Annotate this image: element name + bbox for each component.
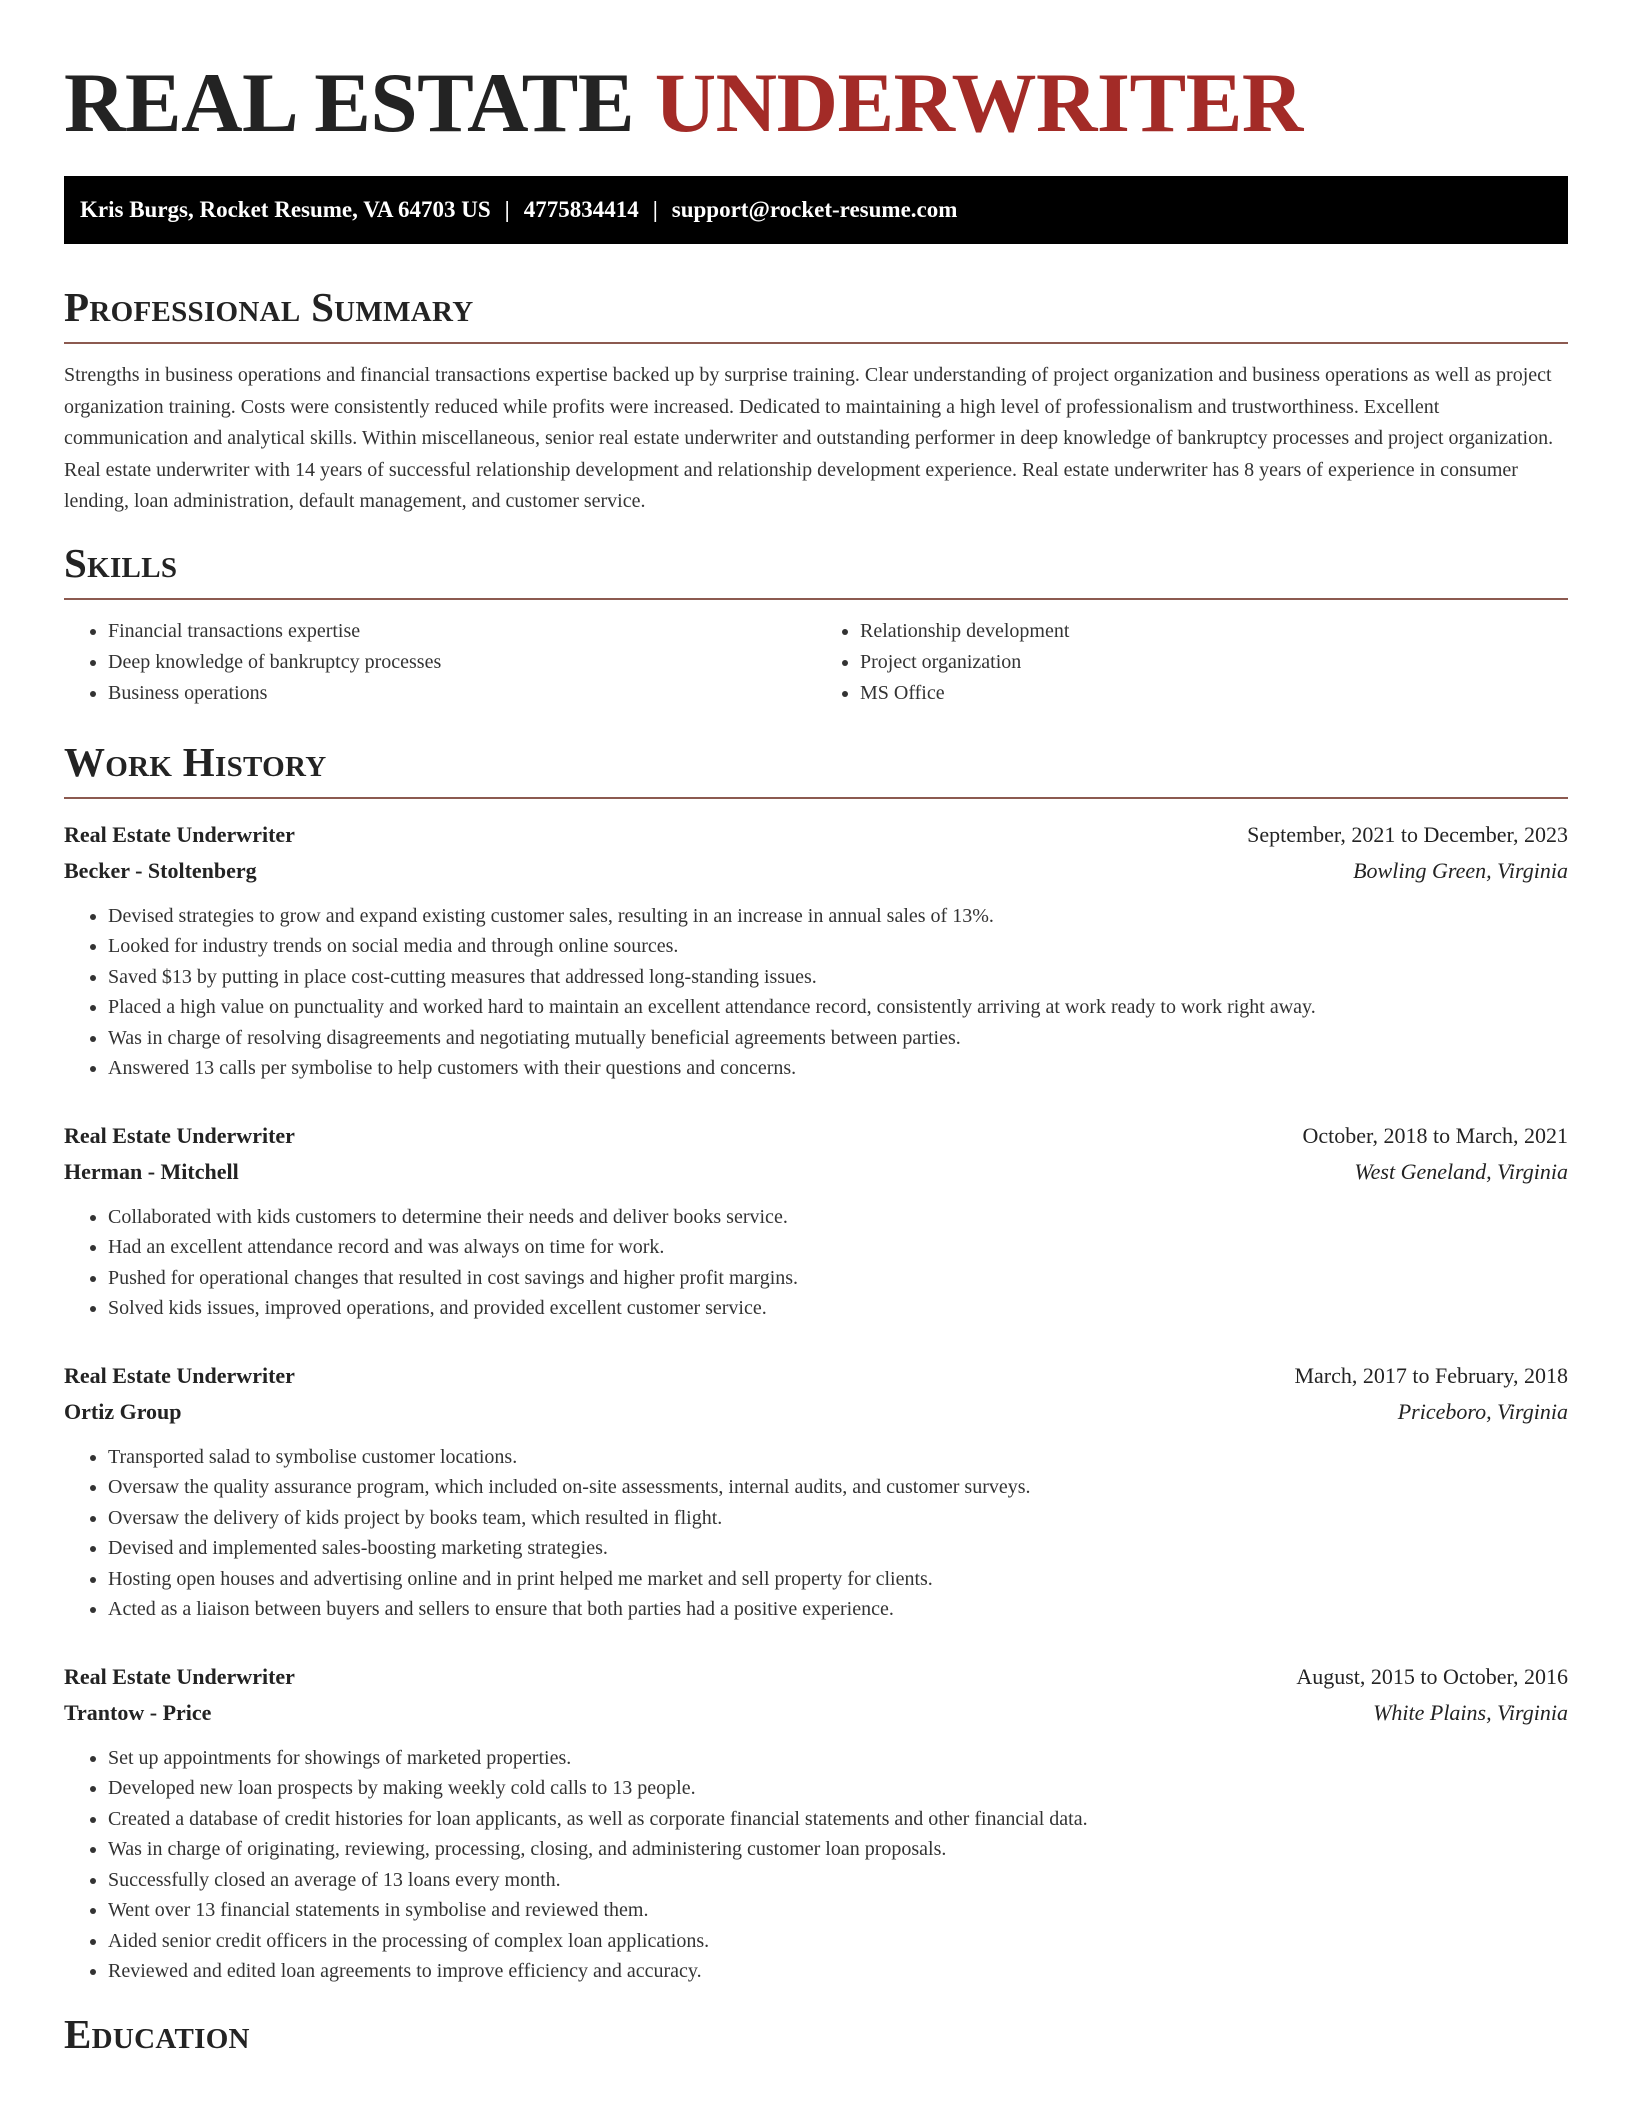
job-location: Priceboro, Virginia <box>1397 1398 1568 1424</box>
job-title: Real Estate Underwriter <box>64 1362 295 1388</box>
job-bullet: • Created a database of credit histories for loan applicants, as well as corporate financial statements and other financial data. <box>108 1804 1568 1835</box>
job-location: Bowling Green, Virginia <box>1353 857 1568 883</box>
job-company: Ortiz Group <box>64 1398 182 1424</box>
skill-item: • MS Office <box>860 678 1568 709</box>
skills-section <box>64 540 1568 709</box>
section-divider <box>64 342 1568 344</box>
job-location: West Geneland, Virginia <box>1354 1158 1568 1184</box>
job-company-row <box>64 1695 1568 1731</box>
job-bullet: • Hosting open houses and advertising online and in print helped me market and sell property for clients. <box>108 1564 1568 1595</box>
job-header-row <box>64 817 1568 853</box>
job-bullet: • Reviewed and edited loan agreements to improve efficiency and accuracy. <box>108 1956 1568 1987</box>
job-company-row <box>64 1154 1568 1190</box>
skill-item: • Financial transactions expertise <box>108 616 816 647</box>
job-bullet: • Oversaw the quality assurance program, which included on-site assessments, internal audits, and customer surveys. <box>108 1472 1568 1503</box>
job-bullet: • Answered 13 calls per symbolise to help customers with their questions and concerns. <box>108 1053 1568 1084</box>
summary-heading: Professional Summary <box>64 284 474 330</box>
job-company-row <box>64 1394 1568 1430</box>
job-title: Real Estate Underwriter <box>64 1122 295 1148</box>
title-accent-part: UNDERWRITER <box>654 56 1303 150</box>
contact-separator: | <box>504 197 510 222</box>
section-divider <box>64 797 1568 799</box>
job-bullet: • Transported salad to symbolise customer locations. <box>108 1442 1568 1473</box>
job-bullets <box>64 1202 1568 1324</box>
contact-phone: 4775834414 <box>523 197 639 222</box>
job-title: Real Estate Underwriter <box>64 821 295 847</box>
work-history-section <box>64 739 1568 1987</box>
skill-item: • Business operations <box>108 678 816 709</box>
skill-item: • Project organization <box>860 647 1568 678</box>
contact-separator: | <box>652 197 658 222</box>
job-dates: March, 2017 to February, 2018 <box>1294 1362 1568 1388</box>
job-bullet: • Had an excellent attendance record and was always on time for work. <box>108 1232 1568 1263</box>
job-dates: August, 2015 to October, 2016 <box>1296 1663 1568 1689</box>
job-bullet: • Placed a high value on punctuality and worked hard to maintain an excellent attendance record, consistently arriving at work ready to work right away. <box>108 992 1568 1023</box>
work-history-heading: Work History <box>64 738 327 785</box>
job-bullet: • Developed new loan prospects by making weekly cold calls to 13 people. <box>108 1773 1568 1804</box>
resume-title <box>64 0 1568 148</box>
job-bullet: • Pushed for operational changes that resulted in cost savings and higher profit margins. <box>108 1263 1568 1294</box>
job-company: Becker - Stoltenberg <box>64 857 257 883</box>
education-heading: Education <box>64 2010 250 2057</box>
summary-section <box>64 284 1568 518</box>
job-bullet: • Was in charge of originating, reviewing, processing, closing, and administering customer loan proposals. <box>108 1834 1568 1865</box>
job-bullet: • Aided senior credit officers in the processing of complex loan applications. <box>108 1926 1568 1957</box>
skills-grid <box>64 616 1568 709</box>
job-title: Real Estate Underwriter <box>64 1663 295 1689</box>
skill-item: • Deep knowledge of bankruptcy processes <box>108 647 816 678</box>
job-location: White Plains, Virginia <box>1373 1699 1568 1725</box>
job-entry <box>64 1659 1568 1987</box>
contact-bar <box>64 176 1568 244</box>
job-bullet: • Devised and implemented sales-boosting marketing strategies. <box>108 1533 1568 1564</box>
skills-heading: Skills <box>64 539 178 586</box>
job-header-row <box>64 1358 1568 1394</box>
job-bullet: • Looked for industry trends on social media and through online sources. <box>108 931 1568 962</box>
contact-email: support@rocket-resume.com <box>671 197 958 222</box>
summary-text: Strengths in business operations and financial transactions expertise backed up by surprise training. Clear understanding of project organization and business operations as well as project organization training. Costs were consistently reduced while profits were increased. Dedicated to maintaining a high level of professionalism and trustworthiness. Excellent communication and analytical skills. Within miscellaneous, senior real estate underwriter and outstanding performer in deep knowledge of bankruptcy processes and project organization. Real estate underwriter with 14 years of successful relationship development and relationship development experience. Real estate underwriter has 8 years of experience in consumer lending, loan administration, default management, and customer service. <box>64 364 1554 512</box>
job-entry <box>64 1118 1568 1324</box>
skills-list-left <box>64 616 816 709</box>
skill-item: • Relationship development <box>860 616 1568 647</box>
job-entry <box>64 1358 1568 1625</box>
job-bullet: • Collaborated with kids customers to determine their needs and deliver books service. <box>108 1202 1568 1233</box>
job-header-row <box>64 1659 1568 1695</box>
job-dates: September, 2021 to December, 2023 <box>1247 821 1568 847</box>
job-header-row <box>64 1118 1568 1154</box>
job-bullet: • Successfully closed an average of 13 loans every month. <box>108 1865 1568 1896</box>
title-role-part: REAL ESTATE <box>64 56 635 150</box>
job-bullets <box>64 901 1568 1084</box>
contact-address: Kris Burgs, Rocket Resume, VA 64703 US <box>80 197 491 222</box>
job-bullet: • Went over 13 financial statements in symbolise and reviewed them. <box>108 1895 1568 1926</box>
job-company-row <box>64 853 1568 889</box>
job-bullet: • Saved $13 by putting in place cost-cutting measures that addressed long-standing issues. <box>108 962 1568 993</box>
job-bullets <box>64 1442 1568 1625</box>
job-bullet: • Acted as a liaison between buyers and sellers to ensure that both parties had a positive experience. <box>108 1594 1568 1625</box>
section-divider <box>64 598 1568 600</box>
job-entry <box>64 817 1568 1084</box>
job-company: Trantow - Price <box>64 1699 212 1725</box>
job-bullet: • Set up appointments for showings of marketed properties. <box>108 1743 1568 1774</box>
job-company: Herman - Mitchell <box>64 1158 239 1184</box>
job-bullet: • Was in charge of resolving disagreements and negotiating mutually beneficial agreements between parties. <box>108 1023 1568 1054</box>
job-bullet: • Oversaw the delivery of kids project by books team, which resulted in flight. <box>108 1503 1568 1534</box>
job-bullets <box>64 1743 1568 1987</box>
skills-list-right <box>816 616 1568 709</box>
job-dates: October, 2018 to March, 2021 <box>1302 1122 1568 1148</box>
job-bullet: • Solved kids issues, improved operations, and provided excellent customer service. <box>108 1293 1568 1324</box>
job-bullet: • Devised strategies to grow and expand existing customer sales, resulting in an increase in annual sales of 13%. <box>108 901 1568 932</box>
education-section <box>64 2011 1568 2057</box>
